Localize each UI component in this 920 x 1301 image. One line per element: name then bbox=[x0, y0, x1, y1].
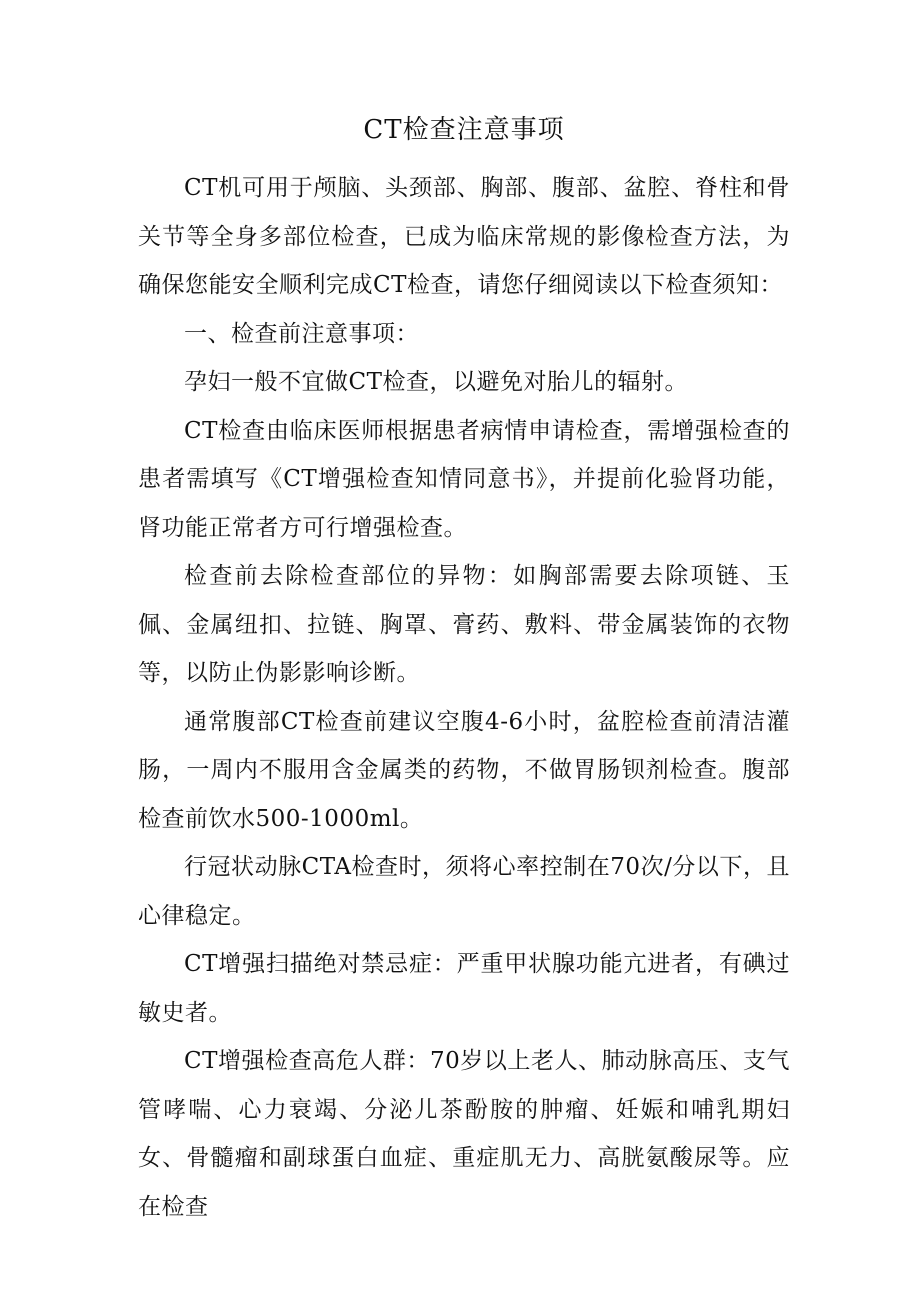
paragraph-heart-rate: 行冠状动脉CTA检查时，须将心率控制在70次/分以下，且心律稳定。 bbox=[138, 854, 790, 929]
paragraph-intro: CT机可用于颅脑、头颈部、胸部、腹部、盆腔、脊柱和骨关节等全身多部位检查，已成为临床常规的影像检查方法，为确保您能安全顺利完成CT检查，请您仔细阅读以下检查须知： bbox=[138, 175, 790, 298]
paragraph-contraindications: CT增强扫描绝对禁忌症：严重甲状腺功能亢进者，有碘过敏史者。 bbox=[138, 951, 790, 1026]
section-heading-pre-exam: 一、检查前注意事项： bbox=[184, 320, 419, 347]
paragraph-high-risk: CT增强检查高危人群：70岁以上老人、肺动脉高压、支气管哮喘、心力衰竭、分泌儿茶酚胺的肿瘤、妊娠和哺乳期妇女、骨髓瘤和副球蛋白血症、重症肌无力、高胱氨酸尿等。应在检查 bbox=[138, 1048, 790, 1220]
document-title: CT检查注意事项 bbox=[363, 115, 565, 145]
paragraph-fasting: 通常腹部CT检查前建议空腹4-6小时，盆腔检查前清洁灌肠，一周内不服用含金属类的药物，不做胃肠钡剂检查。腹部检查前饮水500-1000ml。 bbox=[138, 708, 790, 832]
paragraph-foreign-objects: 检查前去除检查部位的异物：如胸部需要去除项链、玉佩、金属纽扣、拉链、胸罩、膏药、敷料、带金属装饰的衣物等，以防止伪影影响诊断。 bbox=[138, 563, 790, 686]
paragraph-consent: CT检查由临床医师根据患者病情申请检查，需增强检查的患者需填写《CT增强检查知情同意书》，并提前化验肾功能，肾功能正常者方可行增强检查。 bbox=[138, 417, 790, 541]
paragraph-pregnancy: 孕妇一般不宜做CT检查，以避免对胎儿的辐射。 bbox=[184, 369, 688, 395]
